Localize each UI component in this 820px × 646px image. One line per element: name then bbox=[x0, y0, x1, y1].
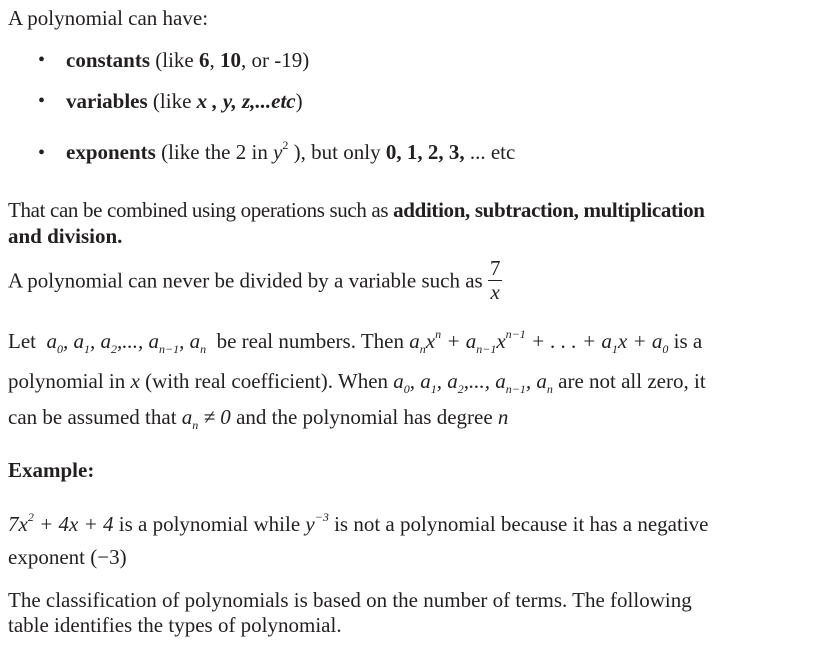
math-coefficients: $a_0$, $a_1$, $a_2$,..., $a_{n-1}$, $a_n$ bbox=[41, 329, 207, 356]
math-polynomial: $a_nx^n + a_{n-1}x^{n-1}$ + . . . + $a_1x + a_0$ bbox=[409, 327, 669, 356]
math-var: y bbox=[273, 140, 283, 164]
classification-line-1: The classification of polynomials is based on the number of terms. The following bbox=[8, 588, 692, 612]
bullet-number: 10 bbox=[220, 48, 241, 72]
math-example-negative: $y^{-3}$ bbox=[305, 510, 329, 536]
fraction-numerator: 7 bbox=[489, 256, 501, 280]
example-text: exponent ( bbox=[8, 545, 98, 569]
para-text: is a bbox=[673, 329, 703, 353]
para-line-1 bbox=[8, 327, 703, 356]
math-var: n bbox=[497, 405, 509, 429]
example-text: is a polynomial while bbox=[113, 512, 306, 536]
bullet-number: 6 bbox=[199, 48, 210, 72]
para-text: can be assumed that bbox=[8, 405, 182, 429]
bullet-constants bbox=[66, 48, 309, 72]
fraction-denominator: x bbox=[490, 280, 500, 305]
para-line-2 bbox=[8, 369, 706, 396]
para-line-3 bbox=[8, 405, 509, 432]
math-example-polynomial: $7x^2 + 4x + 4$ bbox=[8, 510, 114, 536]
math-var: x bbox=[130, 369, 140, 393]
operations-line-2 bbox=[8, 224, 122, 248]
classification-line-2: table identifies the types of polynomial. bbox=[8, 613, 342, 637]
intro-text: A polynomial can have: bbox=[8, 6, 209, 30]
bullet-text: ), but only bbox=[288, 140, 386, 164]
para-text: (with real coefficient). When bbox=[139, 369, 394, 393]
operations-bold: and division. bbox=[8, 224, 123, 248]
operations-text: That can be combined using operations such as bbox=[8, 198, 394, 222]
bullet-text: (like the 2 in bbox=[155, 140, 274, 164]
divided-text: A polynomial can never be divided by a variable such as bbox=[8, 268, 488, 293]
math-exp: 2 bbox=[282, 138, 289, 152]
example-text: ) bbox=[119, 545, 127, 569]
bullet-text: ... etc bbox=[464, 140, 516, 164]
bullet-text: , or -19) bbox=[241, 48, 310, 72]
bullet-dot: • bbox=[38, 142, 46, 164]
example-text: is not a polynomial because it has a negative bbox=[328, 512, 709, 536]
para-text: Let bbox=[8, 329, 42, 353]
example-line-2 bbox=[8, 545, 127, 569]
bullet-dot: • bbox=[38, 90, 46, 112]
divided-line bbox=[8, 256, 502, 306]
math-coefficients: $a_0$, $a_1$, $a_2$,..., $a_{n-1}$, $a_n$ bbox=[393, 369, 553, 396]
operations-bold: addition, subtraction, multiplication bbox=[393, 198, 705, 222]
para-text: and the polynomial has degree bbox=[230, 405, 498, 429]
bullet-text: , bbox=[209, 48, 220, 72]
bullet-term: variables bbox=[66, 89, 148, 113]
bullet-term: exponents bbox=[66, 140, 156, 164]
para-text: be real numbers. Then bbox=[216, 329, 410, 353]
operations-line bbox=[8, 198, 705, 222]
bullet-number-list: 0, 1, 2, 3, bbox=[385, 140, 465, 164]
bullet-variables bbox=[66, 89, 303, 113]
bullet-vars: x , y, z,...etc bbox=[196, 89, 296, 113]
example-line-1 bbox=[8, 512, 708, 536]
bullet-text: (like bbox=[150, 48, 199, 72]
example-heading bbox=[8, 458, 94, 482]
bullet-term: constants bbox=[66, 48, 151, 72]
para-text: polynomial in bbox=[8, 369, 131, 393]
fraction-7-over-x bbox=[488, 257, 503, 304]
bullet-dot: • bbox=[38, 49, 46, 71]
example-heading-text: Example: bbox=[8, 458, 95, 482]
bullet-text: (like bbox=[147, 89, 197, 113]
bullet-text: ) bbox=[295, 89, 303, 113]
example-value: −3 bbox=[97, 545, 120, 569]
bullet-exponents bbox=[66, 140, 515, 164]
para-text: are not all zero, it bbox=[552, 369, 706, 393]
math-condition: $a_n \ne 0$ bbox=[181, 405, 231, 432]
